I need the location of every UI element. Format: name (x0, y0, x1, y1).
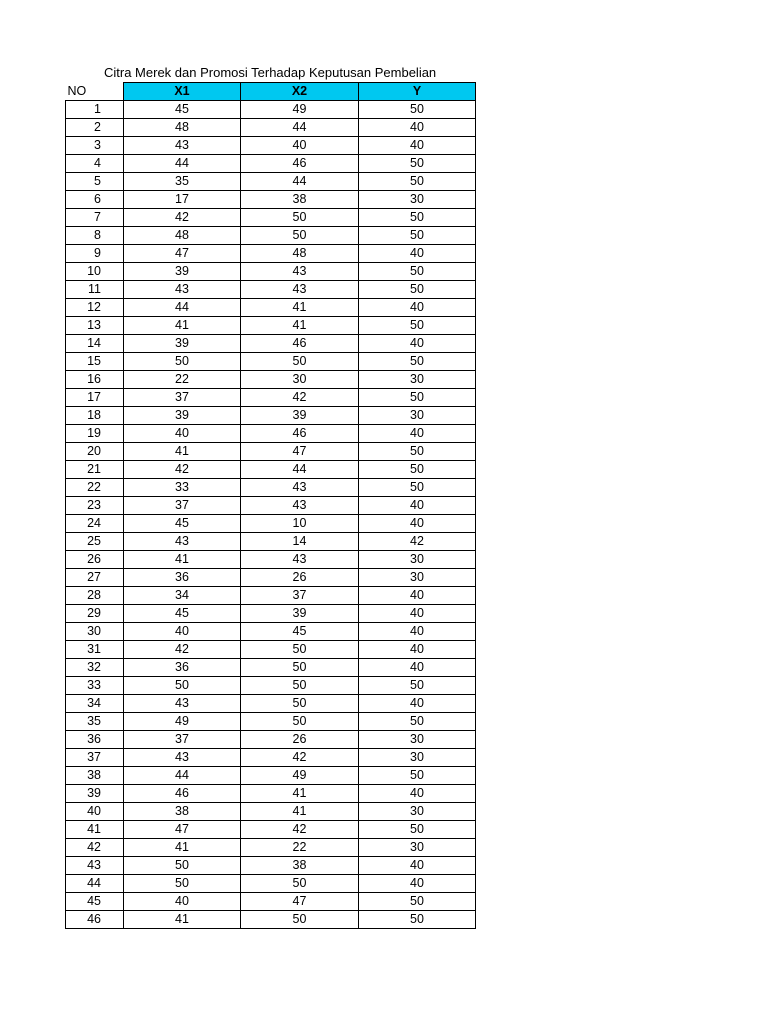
cell-no[interactable]: 38 (66, 767, 124, 785)
cell-x2[interactable]: 50 (241, 677, 359, 695)
cell-x2[interactable]: 26 (241, 731, 359, 749)
cell-x2[interactable]: 50 (241, 911, 359, 929)
cell-x2[interactable]: 39 (241, 407, 359, 425)
cell-x1[interactable]: 39 (124, 263, 241, 281)
cell-no[interactable]: 6 (66, 191, 124, 209)
table-row (66, 803, 476, 821)
cell-x1[interactable]: 46 (124, 785, 241, 803)
cell-x1[interactable]: 42 (124, 209, 241, 227)
column-header-x1[interactable]: X1 (124, 83, 241, 101)
table-row (66, 605, 476, 623)
table-row (66, 479, 476, 497)
cell-y[interactable]: 30 (359, 407, 476, 425)
cell-x1[interactable]: 41 (124, 443, 241, 461)
cell-x2[interactable]: 26 (241, 569, 359, 587)
cell-y[interactable]: 40 (359, 857, 476, 875)
cell-no[interactable]: 33 (66, 677, 124, 695)
cell-y[interactable]: 50 (359, 911, 476, 929)
cell-no[interactable]: 39 (66, 785, 124, 803)
cell-no[interactable]: 36 (66, 731, 124, 749)
cell-no[interactable]: 4 (66, 155, 124, 173)
cell-no[interactable]: 29 (66, 605, 124, 623)
table-row (66, 695, 476, 713)
cell-y[interactable]: 40 (359, 299, 476, 317)
cell-x2[interactable]: 38 (241, 191, 359, 209)
cell-x2[interactable]: 48 (241, 245, 359, 263)
cell-y[interactable]: 30 (359, 551, 476, 569)
cell-x1[interactable]: 41 (124, 551, 241, 569)
table-row (66, 155, 476, 173)
cell-x1[interactable]: 43 (124, 749, 241, 767)
cell-x2[interactable]: 38 (241, 857, 359, 875)
cell-x2[interactable]: 50 (241, 353, 359, 371)
cell-y[interactable]: 50 (359, 281, 476, 299)
cell-x2[interactable]: 47 (241, 443, 359, 461)
cell-y[interactable]: 50 (359, 479, 476, 497)
cell-no[interactable]: 27 (66, 569, 124, 587)
table-row (66, 209, 476, 227)
cell-no[interactable]: 28 (66, 587, 124, 605)
column-header-x2[interactable]: X2 (241, 83, 359, 101)
cell-x2[interactable]: 46 (241, 425, 359, 443)
table-body (66, 101, 476, 929)
table-row (66, 533, 476, 551)
table-row (66, 281, 476, 299)
table-row (66, 425, 476, 443)
cell-x1[interactable]: 43 (124, 281, 241, 299)
cell-x1[interactable]: 33 (124, 479, 241, 497)
sheet-title: Citra Merek dan Promosi Terhadap Keputusan Pembelian (104, 65, 437, 80)
cell-x1[interactable]: 40 (124, 893, 241, 911)
cell-y[interactable]: 50 (359, 317, 476, 335)
cell-x1[interactable]: 41 (124, 839, 241, 857)
cell-y[interactable]: 30 (359, 749, 476, 767)
cell-y[interactable]: 50 (359, 767, 476, 785)
cell-y[interactable]: 50 (359, 101, 476, 119)
cell-no[interactable]: 22 (66, 479, 124, 497)
cell-no[interactable]: 13 (66, 317, 124, 335)
cell-x2[interactable]: 40 (241, 137, 359, 155)
cell-x2[interactable]: 41 (241, 317, 359, 335)
cell-no[interactable]: 45 (66, 893, 124, 911)
table-row (66, 299, 476, 317)
table-row (66, 785, 476, 803)
cell-y[interactable]: 40 (359, 641, 476, 659)
cell-x2[interactable]: 50 (241, 641, 359, 659)
cell-x2[interactable]: 50 (241, 659, 359, 677)
cell-x2[interactable]: 44 (241, 461, 359, 479)
cell-no[interactable]: 17 (66, 389, 124, 407)
cell-y[interactable]: 40 (359, 335, 476, 353)
cell-x1[interactable]: 50 (124, 857, 241, 875)
cell-x1[interactable]: 22 (124, 371, 241, 389)
cell-x2[interactable]: 49 (241, 767, 359, 785)
cell-x1[interactable]: 37 (124, 389, 241, 407)
table-row (66, 137, 476, 155)
cell-x2[interactable]: 22 (241, 839, 359, 857)
table-row (66, 119, 476, 137)
cell-x2[interactable]: 44 (241, 119, 359, 137)
cell-x1[interactable]: 50 (124, 677, 241, 695)
cell-x1[interactable]: 36 (124, 569, 241, 587)
cell-x1[interactable]: 43 (124, 533, 241, 551)
cell-y[interactable]: 50 (359, 713, 476, 731)
cell-no[interactable]: 41 (66, 821, 124, 839)
table-row (66, 857, 476, 875)
cell-no[interactable]: 26 (66, 551, 124, 569)
cell-y[interactable]: 50 (359, 389, 476, 407)
cell-x2[interactable]: 44 (241, 173, 359, 191)
table-row (66, 245, 476, 263)
cell-no[interactable]: 32 (66, 659, 124, 677)
cell-y[interactable]: 30 (359, 371, 476, 389)
cell-x2[interactable]: 41 (241, 299, 359, 317)
cell-x2[interactable]: 37 (241, 587, 359, 605)
cell-y[interactable]: 40 (359, 659, 476, 677)
cell-x1[interactable]: 50 (124, 353, 241, 371)
cell-no[interactable]: 10 (66, 263, 124, 281)
cell-no[interactable]: 1 (66, 101, 124, 119)
cell-no[interactable]: 34 (66, 695, 124, 713)
table-row (66, 173, 476, 191)
cell-x1[interactable]: 17 (124, 191, 241, 209)
cell-x2[interactable]: 43 (241, 551, 359, 569)
cell-x2[interactable]: 50 (241, 875, 359, 893)
cell-x2[interactable]: 14 (241, 533, 359, 551)
cell-no[interactable]: 46 (66, 911, 124, 929)
cell-x2[interactable]: 47 (241, 893, 359, 911)
cell-x1[interactable]: 37 (124, 497, 241, 515)
cell-y[interactable]: 40 (359, 587, 476, 605)
cell-y[interactable]: 50 (359, 893, 476, 911)
table-row (66, 227, 476, 245)
table-row (66, 839, 476, 857)
cell-y[interactable]: 40 (359, 425, 476, 443)
cell-x1[interactable]: 48 (124, 227, 241, 245)
cell-y[interactable]: 40 (359, 515, 476, 533)
cell-x1[interactable]: 41 (124, 317, 241, 335)
table-row (66, 371, 476, 389)
cell-x1[interactable]: 38 (124, 803, 241, 821)
cell-x1[interactable]: 41 (124, 911, 241, 929)
table-row (66, 767, 476, 785)
table-row (66, 515, 476, 533)
cell-x1[interactable]: 40 (124, 425, 241, 443)
cell-y[interactable]: 40 (359, 623, 476, 641)
cell-x1[interactable]: 44 (124, 299, 241, 317)
cell-x1[interactable]: 44 (124, 155, 241, 173)
cell-no[interactable]: 35 (66, 713, 124, 731)
cell-x1[interactable]: 42 (124, 641, 241, 659)
cell-x2[interactable]: 30 (241, 371, 359, 389)
table-row (66, 677, 476, 695)
cell-x2[interactable]: 50 (241, 713, 359, 731)
cell-y[interactable]: 30 (359, 839, 476, 857)
cell-y[interactable]: 30 (359, 803, 476, 821)
table-row (66, 101, 476, 119)
cell-no[interactable]: 3 (66, 137, 124, 155)
cell-y[interactable]: 50 (359, 443, 476, 461)
cell-x1[interactable]: 43 (124, 137, 241, 155)
table-row (66, 497, 476, 515)
cell-y[interactable]: 50 (359, 821, 476, 839)
cell-x1[interactable]: 42 (124, 461, 241, 479)
cell-y[interactable]: 30 (359, 569, 476, 587)
cell-no[interactable]: 7 (66, 209, 124, 227)
cell-x2[interactable]: 50 (241, 227, 359, 245)
table-row (66, 713, 476, 731)
cell-y[interactable]: 40 (359, 605, 476, 623)
cell-x2[interactable]: 39 (241, 605, 359, 623)
cell-no[interactable]: 14 (66, 335, 124, 353)
cell-y[interactable]: 40 (359, 245, 476, 263)
cell-x1[interactable]: 39 (124, 407, 241, 425)
table-row (66, 569, 476, 587)
cell-y[interactable]: 50 (359, 155, 476, 173)
cell-x1[interactable]: 43 (124, 695, 241, 713)
cell-x2[interactable]: 46 (241, 335, 359, 353)
cell-x2[interactable]: 43 (241, 497, 359, 515)
cell-no[interactable]: 31 (66, 641, 124, 659)
table-row (66, 407, 476, 425)
table-row (66, 659, 476, 677)
table-row (66, 389, 476, 407)
cell-x1[interactable]: 47 (124, 821, 241, 839)
cell-x2[interactable]: 50 (241, 209, 359, 227)
table-row (66, 587, 476, 605)
cell-x2[interactable]: 41 (241, 785, 359, 803)
cell-x1[interactable]: 45 (124, 515, 241, 533)
cell-y[interactable]: 40 (359, 695, 476, 713)
column-header-y[interactable]: Y (359, 83, 476, 101)
cell-y[interactable]: 50 (359, 173, 476, 191)
cell-no[interactable]: 24 (66, 515, 124, 533)
cell-y[interactable]: 50 (359, 461, 476, 479)
table-row (66, 911, 476, 929)
cell-x1[interactable]: 49 (124, 713, 241, 731)
cell-x2[interactable]: 10 (241, 515, 359, 533)
cell-no[interactable]: 21 (66, 461, 124, 479)
cell-y[interactable]: 40 (359, 785, 476, 803)
cell-x1[interactable]: 45 (124, 101, 241, 119)
table-row (66, 443, 476, 461)
cell-y[interactable]: 40 (359, 497, 476, 515)
table-row (66, 731, 476, 749)
cell-y[interactable]: 50 (359, 353, 476, 371)
cell-no[interactable]: 11 (66, 281, 124, 299)
cell-y[interactable]: 40 (359, 137, 476, 155)
table-row (66, 749, 476, 767)
cell-y[interactable]: 50 (359, 209, 476, 227)
cell-y[interactable]: 40 (359, 119, 476, 137)
cell-x2[interactable]: 42 (241, 389, 359, 407)
cell-no[interactable]: 5 (66, 173, 124, 191)
cell-y[interactable]: 30 (359, 191, 476, 209)
table-row (66, 191, 476, 209)
cell-y[interactable]: 50 (359, 263, 476, 281)
table-row (66, 623, 476, 641)
cell-y[interactable]: 40 (359, 875, 476, 893)
cell-y[interactable]: 42 (359, 533, 476, 551)
cell-no[interactable]: 43 (66, 857, 124, 875)
column-header-no[interactable]: NO (66, 83, 124, 101)
cell-x1[interactable]: 35 (124, 173, 241, 191)
cell-y[interactable]: 30 (359, 731, 476, 749)
cell-x1[interactable]: 36 (124, 659, 241, 677)
cell-no[interactable]: 23 (66, 497, 124, 515)
cell-no[interactable]: 42 (66, 839, 124, 857)
cell-x2[interactable]: 46 (241, 155, 359, 173)
cell-y[interactable]: 50 (359, 227, 476, 245)
cell-x1[interactable]: 44 (124, 767, 241, 785)
cell-no[interactable]: 9 (66, 245, 124, 263)
cell-x2[interactable]: 49 (241, 101, 359, 119)
cell-no[interactable]: 30 (66, 623, 124, 641)
cell-no[interactable]: 12 (66, 299, 124, 317)
cell-no[interactable]: 18 (66, 407, 124, 425)
cell-no[interactable]: 44 (66, 875, 124, 893)
data-table (65, 82, 476, 929)
cell-x1[interactable]: 34 (124, 587, 241, 605)
cell-no[interactable]: 19 (66, 425, 124, 443)
cell-no[interactable]: 8 (66, 227, 124, 245)
cell-x1[interactable]: 47 (124, 245, 241, 263)
table-row (66, 893, 476, 911)
cell-x2[interactable]: 50 (241, 695, 359, 713)
cell-x1[interactable]: 37 (124, 731, 241, 749)
table-row (66, 821, 476, 839)
table-row (66, 263, 476, 281)
table-row (66, 353, 476, 371)
table-row (66, 317, 476, 335)
cell-x1[interactable]: 40 (124, 623, 241, 641)
cell-y[interactable]: 50 (359, 677, 476, 695)
cell-x2[interactable]: 41 (241, 803, 359, 821)
table-row (66, 335, 476, 353)
cell-no[interactable]: 2 (66, 119, 124, 137)
cell-no[interactable]: 25 (66, 533, 124, 551)
cell-x2[interactable]: 43 (241, 281, 359, 299)
cell-x2[interactable]: 45 (241, 623, 359, 641)
table-row (66, 461, 476, 479)
cell-no[interactable]: 40 (66, 803, 124, 821)
table-row (66, 641, 476, 659)
cell-x2[interactable]: 42 (241, 749, 359, 767)
cell-x2[interactable]: 43 (241, 479, 359, 497)
cell-x1[interactable]: 50 (124, 875, 241, 893)
cell-x2[interactable]: 43 (241, 263, 359, 281)
cell-no[interactable]: 20 (66, 443, 124, 461)
cell-x2[interactable]: 42 (241, 821, 359, 839)
table-row (66, 551, 476, 569)
header-row (66, 83, 476, 101)
cell-x1[interactable]: 48 (124, 119, 241, 137)
cell-no[interactable]: 16 (66, 371, 124, 389)
cell-no[interactable]: 15 (66, 353, 124, 371)
cell-x1[interactable]: 45 (124, 605, 241, 623)
cell-x1[interactable]: 39 (124, 335, 241, 353)
cell-no[interactable]: 37 (66, 749, 124, 767)
table-row (66, 875, 476, 893)
